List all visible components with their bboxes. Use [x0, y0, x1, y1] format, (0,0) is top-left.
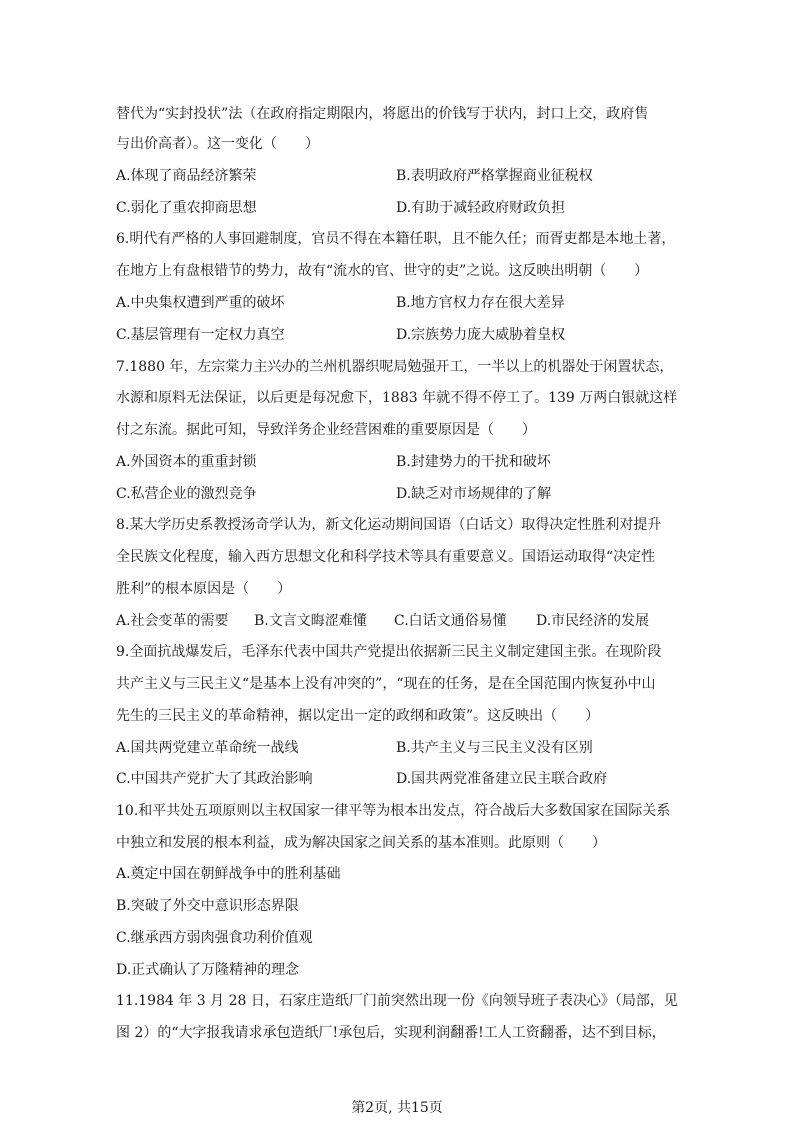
q9-option-c: C.中国共产党扩大了其政治影响 — [116, 771, 313, 787]
q8-stem-line-3: 胜利”的根本原因是（ ） — [116, 581, 292, 597]
q6-option-d: D.宗族势力庞大威胁着皇权 — [396, 327, 566, 343]
q7-option-b: B.封建势力的干扰和破坏 — [396, 454, 551, 470]
q9-option-b: B.共产主义与三民主义没有区别 — [396, 740, 593, 756]
q8-stem-line-1: 8.某大学历史系教授汤奇学认为，新文化运动期间国语（白话文）取得决定性胜利对提升 — [116, 517, 662, 533]
page-number-footer: 第2页, 共15页 — [351, 1100, 443, 1116]
q6-option-b: B.地方官权力存在很大差异 — [396, 295, 565, 311]
q7-option-a: A.外国资本的重重封锁 — [116, 454, 257, 470]
q9-stem-line-1: 9.全面抗战爆发后，毛泽东代表中国共产党提出依据新三民主义制定建国主张。在现阶段 — [116, 644, 662, 660]
q10-option-b: B.突破了外交中意识形态界限 — [116, 898, 299, 914]
q7-option-c: C.私营企业的激烈竞争 — [116, 486, 257, 502]
q6-stem-line-1: 6.明代有严格的人事回避制度，官员不得在本籍任职，且不能久任；而胥吏都是本地土著， — [116, 231, 676, 247]
q5-option-b: B.表明政府严格掌握商业征税权 — [396, 168, 593, 184]
q6-stem-line-2: 在地方上有盘根错节的势力，故有“流水的官、世守的吏”之说。这反映出明朝（ ） — [116, 263, 649, 279]
q6-option-c: C.基层管理有一定权力真空 — [116, 327, 285, 343]
q10-stem-line-2: 中独立和发展的根本利益，成为解决国家之间关系的基本准则。此原则（ ） — [116, 835, 606, 851]
q5-stem-line-2: 与出价高者）。这一变化（ ） — [116, 136, 319, 152]
q9-option-a: A.国共两党建立革命统一战线 — [116, 740, 299, 756]
q10-option-d: D.正式确认了万隆精神的理念 — [116, 962, 300, 978]
q9-stem-line-2: 共产主义与三民主义“是基本上没有冲突的”，“现在的任务，是在全国范围内恢复孙中山 — [116, 676, 656, 692]
q6-option-a: A.中央集权遭到严重的破坏 — [116, 295, 285, 311]
q8-option-a: A.社会变革的需要 — [116, 613, 229, 629]
q5-option-c: C.弱化了重农抑商思想 — [116, 200, 257, 216]
q8-option-b: B.文言文晦涩难懂 — [254, 613, 367, 629]
q11-stem-line-2: 图 2）的“大字报我请求承包造纸厂!承包后，实现利润翻番!工人工资翻番，达不到目标， — [116, 1025, 666, 1041]
q7-stem-line-1: 7.1880 年，左宗棠力主兴办的兰州机器织呢局勉强开工，一半以上的机器处于闲置状态， — [116, 359, 674, 375]
q7-option-d: D.缺乏对市场规律的了解 — [396, 486, 552, 502]
q8-option-c: C.白话文通俗易懂 — [394, 613, 507, 629]
q7-stem-line-3: 付之东流。据此可知，导致洋务企业经营困难的重要原因是（ ） — [116, 422, 536, 438]
q10-option-c: C.继承西方弱肉强食功利价值观 — [116, 930, 313, 946]
q10-stem-line-1: 10.和平共处五项原则以主权国家一律平等为根本出发点，符合战后大多数国家在国际关系 — [116, 803, 671, 819]
q11-stem-line-1: 11.1984 年 3 月 28 日，石家庄造纸厂门前突然出现一份《向领导班子表决心》（局部，见 — [116, 993, 678, 1009]
q5-option-d: D.有助于减轻政府财政负担 — [396, 200, 566, 216]
q7-stem-line-2: 水源和原料无法保证，以后更是每况愈下，1883 年就不得不停工了。139 万两白银就这样 — [116, 390, 678, 406]
q5-stem-line-1: 替代为“实封投状”法（在政府指定期限内，将愿出的价钱写于状内，封口上交，政府售 — [116, 106, 649, 122]
q9-stem-line-3: 先生的三民主义的革命精神，据以定出一定的政纲和政策”。这反映出（ ） — [116, 708, 600, 724]
q8-option-d: D.市民经济的发展 — [536, 613, 650, 629]
q5-option-a: A.体现了商品经济繁荣 — [116, 168, 257, 184]
q9-option-d: D.国共两党准备建立民主联合政府 — [396, 771, 608, 787]
q10-option-a: A.奠定中国在朝鲜战争中的胜利基础 — [116, 866, 341, 882]
q8-stem-line-2: 全民族文化程度，输入西方思想文化和科学技术等具有重要意义。国语运动取得“决定性 — [116, 549, 656, 565]
